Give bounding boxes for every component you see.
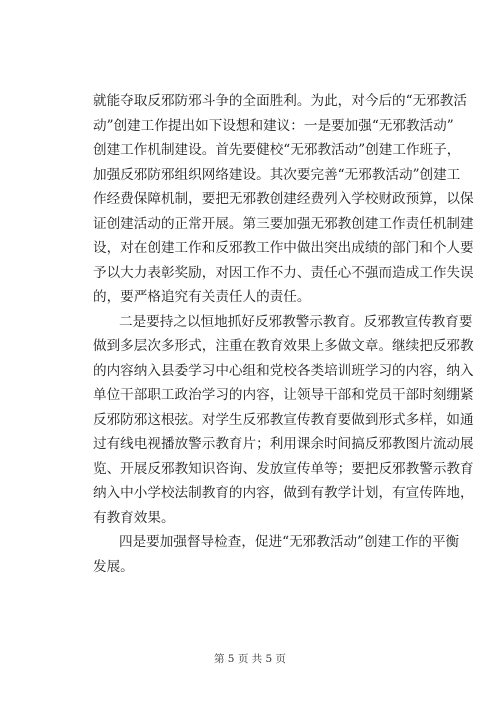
text-line: 单位干部职工政治学习的内容，让领导干部和党员干部时刻绷紧 <box>93 387 474 403</box>
text-line: 动”创建工作提出如下设想和建议：一是要加强“无邪教活动” <box>93 117 454 134</box>
text-line: 反邪防邪这根弦。对学生反邪教宣传教育要做到形式多样，如通 <box>93 411 474 428</box>
text-line: 作经费保障机制，要把无邪教创建经费列入学校财政预算，以保 <box>93 191 474 207</box>
page-footer <box>0 651 500 666</box>
text-line: 予以大力表彰奖励，对因工作不力、责任心不强而造成工作失误 <box>93 264 474 281</box>
text-line: 创建工作机制建设。首先要健校“无邪教活动”创建工作班子， <box>93 142 461 158</box>
text-line: 的内容纳入县委学习中心组和党校各类培训班学习的内容，纳入 <box>93 362 474 379</box>
text-line: 发展。 <box>93 558 134 575</box>
text-line: 二是要持之以恒地抓好反邪教警示教育。反邪教宣传教育要 <box>119 313 473 330</box>
text-line: 加强反邪防邪组织网络建设。其次要完善“无邪教活动”创建工 <box>93 166 461 183</box>
text-line: 过有线电视播放警示教育片；利用课余时间搞反邪教图片流动展 <box>93 436 474 452</box>
text-line: 有教育效果。 <box>93 509 175 526</box>
text-line: 览、开展反邪教知识咨询、发放宣传单等；要把反邪教警示教育 <box>93 460 474 477</box>
document-body <box>93 89 474 579</box>
paragraph-1 <box>93 89 474 310</box>
page-number: 第 5 页 共 5 页 <box>213 653 287 665</box>
text-line: 设，对在创建工作和反邪教工作中做出突出成绩的部门和个人要 <box>93 240 474 256</box>
text-line: 证创建活动的正常开展。第三要加强无邪教创建工作责任机制建 <box>93 215 474 232</box>
text-line: 纳入中小学校法制教育的内容，做到有教学计划，有宣传阵地， <box>93 485 474 501</box>
text-line: 四是要加强督导检查，促进“无邪教活动”创建工作的平衡 <box>119 534 460 550</box>
paragraph-3 <box>93 530 460 579</box>
text-line: 就能夺取反邪防邪斗争的全面胜利。为此，对今后的“无邪教活 <box>93 93 467 109</box>
text-line: 的，要严格追究有关责任人的责任。 <box>93 289 311 305</box>
text-line: 做到多层次多形式，注重在教育效果上多做文章。继续把反邪教 <box>93 338 474 354</box>
paragraph-2 <box>93 310 474 531</box>
